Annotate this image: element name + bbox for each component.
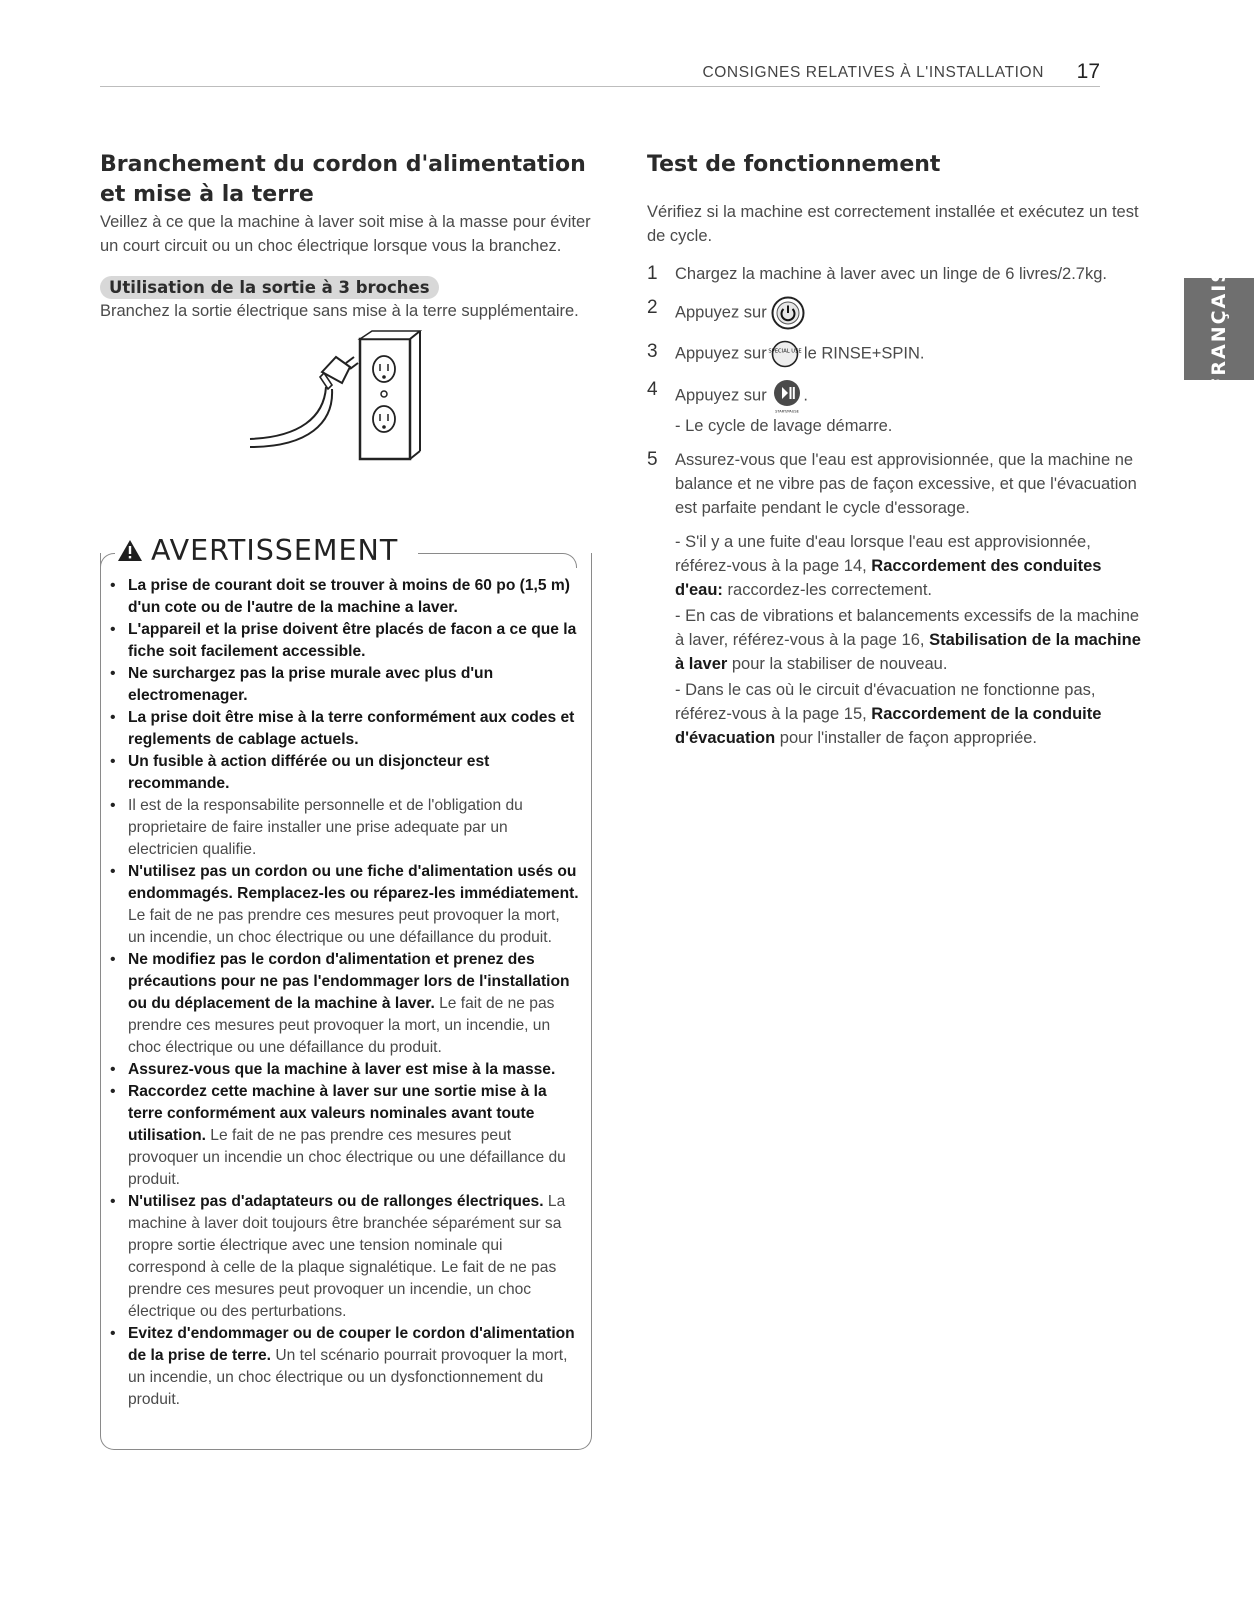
- warning-item: • Ne surchargez pas la prise murale avec plus d'un electromenager.: [110, 663, 580, 707]
- subheading-3-prong: Utilisation de la sortie à 3 broches: [100, 276, 439, 299]
- warning-list: [110, 575, 580, 1411]
- warning-item: • N'utilisez pas d'adaptateurs ou de rallonges électriques. La machine à laver doit toujours être branchée séparément sur sa propre sortie électrique avec une tension nominale qui correspond à celle de la plaque signalétique. Le fait de ne pas prendre ces mesures peut provoquer un incendie, un choc électrique ou des perturbations.: [110, 1191, 580, 1323]
- warning-item: • L'appareil et la prise doivent être placés de facon a ce que la fiche soit facilement accessible.: [110, 619, 580, 663]
- test-steps: [647, 262, 1147, 520]
- step-item: [647, 296, 1147, 330]
- step-text-after: .: [803, 386, 808, 405]
- section-title-grounding: Branchement du cordon d'alimentation et mise à la terre: [100, 152, 586, 207]
- step-number: 4: [647, 379, 658, 400]
- section-title-test: Test de fonctionnement: [647, 152, 941, 177]
- step-item: [647, 448, 1147, 520]
- step-item: [647, 378, 1147, 438]
- warning-item: • N'utilisez pas un cordon ou une fiche d'alimentation usés ou endommagés. Remplacez-les ou réparez-les immédiatement. Le fait de ne pas prendre ces mesures peut provoquer la mort, un incendie, un choc électrique ou une défaillance du produit.: [110, 861, 580, 949]
- troubleshoot-notes: [647, 530, 1147, 750]
- step-number: 1: [647, 263, 658, 284]
- note-item: - Dans le cas où le circuit d'évacuation ne fonctionne pas, référez-vous à la page 15, Raccordement de la conduite d'évacuation pour l'installer de façon appropriée.: [675, 681, 1102, 747]
- step-item: [647, 340, 1147, 368]
- special-use-label: SPECIAL USE: [768, 348, 802, 355]
- warning-item: • La prise doit être mise à la terre conformément aux codes et reglements de cablage actuels.: [110, 707, 580, 751]
- warning-item: • Evitez d'endommager ou de couper le cordon d'alimentation de la prise de terre. Un tel scénario pourrait provoquer la mort, un incendie, un choc électrique ou un dysfonctionnement du produit.: [110, 1323, 580, 1411]
- grounded-outlet-plug-illustration: [250, 337, 420, 467]
- header-title: CONSIGNES RELATIVES À L'INSTALLATION: [702, 64, 1044, 81]
- step-text: Assurez-vous que l'eau est approvisionnée, que la machine ne balance et ne vibre pas de façon excessive, et que l'évacuation est parfaite pendant le cycle d'essorage.: [675, 451, 1137, 517]
- step-number: 3: [647, 341, 658, 362]
- step-item: [647, 262, 1147, 286]
- power-button-icon: [771, 296, 805, 330]
- note-item: - S'il y a une fuite d'eau lorsque l'eau est approvisionnée, référez-vous à la page 14, Raccordement des conduites d'eau: raccordez-les correctement.: [675, 533, 1102, 599]
- warning-title: AVERTISSEMENT: [151, 534, 399, 567]
- step-number: 2: [647, 297, 658, 318]
- warning-item: • Assurez-vous que la machine à laver est mise à la masse.: [110, 1059, 580, 1081]
- language-label: FRANÇAIS: [1208, 267, 1230, 391]
- step-text: Appuyez sur: [675, 303, 767, 322]
- warning-item: • Il est de la responsabilite personnelle et de l'obligation du proprietaire de faire installer une prise adequate par un electricien qualifie.: [110, 795, 580, 861]
- step-text: Chargez la machine à laver avec un linge de 6 livres/2.7kg.: [675, 265, 1107, 283]
- left-column: [100, 150, 592, 467]
- grounding-intro: Veillez à ce que la machine à laver soit mise à la masse pour éviter un court circuit ou un choc électrique lorsque vous la branchez.: [100, 213, 591, 255]
- special-use-button-icon: [768, 340, 802, 368]
- test-intro: Vérifiez si la machine est correctement installée et exécutez un test de cycle.: [647, 203, 1139, 245]
- warning-heading: [117, 534, 398, 567]
- page-number: 17: [1076, 60, 1100, 83]
- start-pause-button-icon: [771, 378, 803, 414]
- step-subtext: - Le cycle de lavage démarre.: [675, 417, 893, 435]
- warning-item: • Raccordez cette machine à laver sur une sortie mise à la terre conformément aux valeurs nominales avant toute utilisation. Le fait de ne pas prendre ces mesures peut provoquer un incendie un choc électrique ou une défaillance du produit.: [110, 1081, 580, 1191]
- step-text-after: le RINSE+SPIN.: [803, 344, 925, 363]
- page-header: [100, 62, 1100, 87]
- language-side-tab: [1184, 267, 1254, 391]
- warning-item: • Ne modifiez pas le cordon d'alimentation et prenez des précautions pour ne pas l'endommager lors de l'installation ou du déplacement de la machine à laver. Le fait de ne pas prendre ces mesures peut provoquer la mort, un incendie, un choc électrique ou une défaillance du produit.: [110, 949, 580, 1059]
- note-item: - En cas de vibrations et balancements excessifs de la machine à laver, référez-vous à la page 16, Stabilisation de la machine à laver pour la stabiliser de nouveau.: [675, 607, 1141, 673]
- subheading-text: Branchez la sortie électrique sans mise à la terre supplémentaire.: [100, 302, 579, 320]
- warning-border-top: [418, 553, 577, 568]
- warning-item: • La prise de courant doit se trouver à moins de 60 po (1,5 m) d'un cote ou de l'autre de la machine a laver.: [110, 575, 580, 619]
- step-text: Appuyez sur: [675, 344, 767, 363]
- right-column: [647, 150, 1147, 750]
- start-pause-label: START/PAUSE: [775, 409, 800, 414]
- warning-item: • Un fusible à action différée ou un disjoncteur est recommande.: [110, 751, 580, 795]
- step-number: 5: [647, 449, 658, 470]
- warning-triangle-icon: [117, 539, 143, 562]
- step-text: Appuyez sur: [675, 386, 767, 405]
